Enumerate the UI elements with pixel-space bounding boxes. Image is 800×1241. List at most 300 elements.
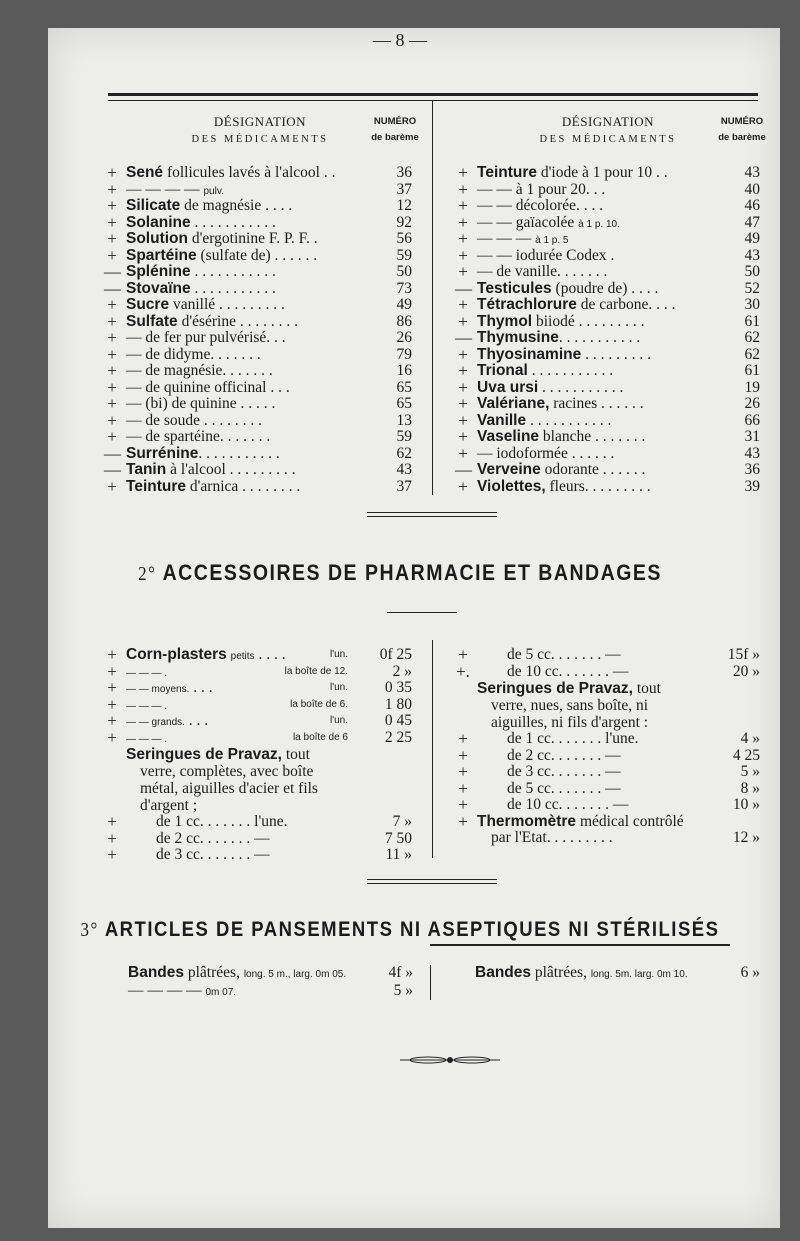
item-detail: odorante . . . . . . <box>540 461 646 478</box>
item-detail: tout <box>281 746 310 763</box>
item-detail: — — décolorée. . . . <box>477 197 604 214</box>
bareme-number: 16 <box>396 362 412 379</box>
list-item <box>104 165 412 182</box>
item-designation <box>477 264 607 281</box>
sign-marker: + <box>458 745 468 765</box>
item-detail: — de fer pur pulvérisé. . . <box>126 329 286 346</box>
sign-marker: + <box>107 394 117 413</box>
left-header <box>180 112 340 147</box>
list-item <box>104 245 412 265</box>
bareme-number: 66 <box>744 411 760 429</box>
item-detail: de magnésie . . . . <box>180 197 293 214</box>
item-designation <box>126 396 275 413</box>
accessory-row <box>455 647 760 664</box>
bareme-number: 19 <box>744 378 760 396</box>
price: 12 » <box>732 829 760 846</box>
item-name: Thyosinamine <box>477 345 582 363</box>
sign-marker: + <box>458 311 468 331</box>
item-designation <box>126 347 261 364</box>
paragraph-line <box>477 680 760 697</box>
item-designation <box>477 165 668 182</box>
sign-marker: + <box>458 163 468 182</box>
item-name: Silicate <box>126 197 181 214</box>
bareme-number: 49 <box>396 296 412 313</box>
right-header <box>528 112 688 147</box>
item-detail: (sulfate de) . . . . . . <box>196 246 318 264</box>
accessory-row <box>455 745 760 765</box>
list-item <box>455 410 760 430</box>
list-item <box>455 198 760 215</box>
item-detail: — — gaïacolée <box>477 213 575 231</box>
sign-marker: + <box>107 196 117 215</box>
item-name: Thymol <box>477 312 533 330</box>
item-detail: — de magnésie. . . . . . . <box>126 362 273 379</box>
bareme-number: 26 <box>396 329 412 346</box>
item-unit: l'un. <box>329 649 348 660</box>
item-detail: — — iodurée Codex . <box>477 246 615 264</box>
item-designation <box>126 281 276 298</box>
item-detail: . . . . . . . . . <box>581 345 651 363</box>
item-designation <box>477 462 645 479</box>
sign-marker: + <box>458 344 468 364</box>
list-item <box>455 245 760 265</box>
bareme-number: 50 <box>396 263 412 280</box>
accessory-designation: de 10 cc. . . . . . . — <box>507 796 629 813</box>
accessory-row <box>104 727 412 747</box>
accessory-row <box>104 661 412 681</box>
item-unit: l'un. <box>329 715 348 726</box>
list-item <box>104 476 412 496</box>
item-note: à 1 p. 10. <box>578 218 620 230</box>
accessory-row <box>104 694 412 714</box>
sign-marker: + <box>458 212 468 232</box>
bandes-designation <box>128 983 236 1002</box>
item-designation <box>126 248 317 265</box>
list-item <box>104 179 412 199</box>
accessory-designation: de 5 cc. . . . . . . — <box>507 646 621 663</box>
accessory-designation: de 3 cc. . . . . . . — <box>507 763 621 780</box>
item-detail: — iodoformée . . . . . . <box>477 444 615 462</box>
paragraph-line: verre, nues, sans boîte, ni <box>491 697 649 714</box>
bareme-number: 50 <box>744 263 760 280</box>
item-name: Surrénine <box>126 444 199 462</box>
accessory-designation: de 2 cc. . . . . . . — <box>156 829 270 847</box>
item-detail: biiodé . . . . . . . . . <box>532 312 645 330</box>
list-item <box>104 377 412 397</box>
sign-marker: + <box>458 394 468 413</box>
sign-marker: + <box>458 262 468 281</box>
accessory-row <box>104 814 412 831</box>
sign-marker: + <box>107 711 117 730</box>
accessory-designation: de 5 cc. . . . . . . — <box>507 779 621 797</box>
item-designation <box>126 264 276 281</box>
bareme-number: 31 <box>744 428 760 445</box>
list-item <box>104 462 412 479</box>
bareme-number: 37 <box>396 477 412 495</box>
bareme-number: 49 <box>744 230 760 247</box>
section-2-title <box>0 560 800 586</box>
list-item <box>455 396 760 413</box>
price: 4 25 <box>732 746 760 764</box>
paragraph-line <box>126 746 412 763</box>
item-designation <box>477 314 645 331</box>
section-2-prefix: 2° <box>138 562 157 585</box>
accessory-designation: de 1 cc. . . . . . . l'une. <box>156 813 288 830</box>
list-item <box>455 311 760 331</box>
section-2-heading: ACCESSOIRES DE PHARMACIE ET BANDAGES <box>162 560 662 586</box>
top-rule <box>108 93 758 101</box>
sign-marker: + <box>107 812 117 831</box>
item-detail: . . . . . . . . . . . <box>190 279 276 297</box>
sign-marker: + <box>458 427 468 446</box>
accessory-row <box>104 680 412 697</box>
sign-marker: + <box>458 762 468 781</box>
sign-marker: + <box>458 476 468 496</box>
accessory-row <box>455 811 760 831</box>
item-designation <box>477 347 651 364</box>
item-detail: — — — — <box>128 982 202 999</box>
item-detail: plâtrées, <box>531 964 587 981</box>
item-name: Sené <box>126 164 164 181</box>
bareme-number: 43 <box>396 461 412 478</box>
accessory-row <box>104 713 412 730</box>
sign-marker: + <box>458 361 468 380</box>
list-item <box>104 198 412 215</box>
item-name: Seringues de Pravaz, <box>477 680 633 697</box>
item-detail: — — — <box>477 230 532 247</box>
accessory-designation: de 1 cc. . . . . . . l'une. <box>507 730 639 747</box>
item-designation <box>477 396 644 413</box>
dot-leader: . . . . <box>254 646 286 663</box>
list-item <box>104 363 412 380</box>
item-designation <box>126 363 273 380</box>
item-name: Sucre <box>126 296 170 313</box>
item-detail: d'ésérine . . . . . . . . <box>177 312 298 330</box>
bareme-number: 62 <box>744 345 760 363</box>
list-item <box>455 179 760 199</box>
item-detail: tout <box>632 680 661 697</box>
bareme-number: 12 <box>396 197 412 214</box>
item-name: Spartéine <box>126 246 197 264</box>
bareme-number: 52 <box>744 279 760 297</box>
sign-marker: + <box>107 645 117 664</box>
list-item <box>455 330 760 347</box>
item-unit: l'un. <box>329 682 348 693</box>
column-divider <box>432 100 433 495</box>
sign-marker: + <box>458 295 468 314</box>
paragraph-line: d'argent ; <box>140 797 198 814</box>
item-designation <box>126 380 290 397</box>
sign-marker: + <box>107 295 117 314</box>
item-name: Testicules <box>477 279 552 297</box>
list-item <box>455 278 760 298</box>
bareme-number: 79 <box>396 345 412 363</box>
price: 5 » <box>393 982 413 999</box>
item-designation <box>477 413 611 430</box>
list-item <box>104 443 412 463</box>
bandes-designation <box>475 965 688 984</box>
list-item <box>104 410 412 430</box>
list-item <box>455 377 760 397</box>
item-detail: (poudre de) . . . . <box>551 279 659 297</box>
list-item <box>104 212 412 232</box>
section-3-prefix: 3° <box>80 918 99 941</box>
bareme-number: 92 <box>396 213 412 231</box>
left-numero-header <box>368 114 422 146</box>
item-dimensions: 0m 07. <box>205 987 237 998</box>
right-numero-header <box>718 114 766 146</box>
bareme-number: 56 <box>396 230 412 247</box>
price: 7 50 <box>384 829 412 847</box>
accessory-row <box>104 828 412 848</box>
sign-marker: — <box>455 460 472 479</box>
item-designation <box>477 380 623 397</box>
price: 2 25 <box>384 728 412 746</box>
item-name: Uva ursi <box>477 378 539 396</box>
item-designation <box>477 330 640 347</box>
item-detail: racines . . . . . . <box>549 395 644 412</box>
item-name: Vanille <box>477 411 527 429</box>
section-3-underline <box>430 944 730 946</box>
sign-marker: + <box>107 328 117 347</box>
sign-marker: + <box>458 795 468 814</box>
dot-leader: . . . <box>184 712 209 729</box>
bareme-number: 36 <box>396 164 412 181</box>
medicaments-header: DES MÉDICAMENTS <box>539 133 677 145</box>
item-name: Trional <box>477 362 528 379</box>
bareme-number: 73 <box>396 279 412 297</box>
sign-marker: — <box>104 443 121 463</box>
bareme-number: 62 <box>396 444 412 462</box>
item-detail: . . . . . . . . . . . <box>527 362 614 379</box>
item-detail: de carbone. . . . <box>576 296 676 313</box>
list-item <box>455 212 760 232</box>
sign-marker: + <box>107 229 117 248</box>
list-item <box>104 311 412 331</box>
section-3-title <box>0 916 800 941</box>
accessory-designation <box>477 814 684 831</box>
accessory-row <box>104 847 412 864</box>
sign-marker: + <box>107 179 117 199</box>
bareme-number: 62 <box>744 329 760 346</box>
sign-marker: + <box>458 196 468 215</box>
bareme-number: 40 <box>744 180 760 198</box>
sign-marker: + <box>458 729 468 748</box>
item-name: Teinture <box>126 477 186 495</box>
sign-marker: + <box>107 828 117 848</box>
sign-marker: + <box>107 212 117 232</box>
sign-marker: + <box>107 410 117 430</box>
list-item <box>455 429 760 446</box>
designation-header: DÉSIGNATION <box>213 114 307 129</box>
item-size: — — moyens. <box>126 684 190 695</box>
list-item <box>455 363 760 380</box>
price: 0 45 <box>384 712 412 729</box>
price: 2 » <box>392 662 412 680</box>
bareme-number: 59 <box>396 428 412 445</box>
item-name: Bandes <box>128 964 184 981</box>
item-detail: — de vanille. . . . . . . <box>477 263 608 280</box>
separator-rule <box>367 512 497 513</box>
accessory-row <box>455 797 760 814</box>
accessories-left-column <box>104 647 412 864</box>
accessory-row <box>455 764 760 781</box>
bandes-row <box>128 983 413 1001</box>
bareme-number: 36 <box>744 461 760 478</box>
sign-marker: + <box>458 410 468 430</box>
item-name: Seringues de Pravaz, <box>126 746 282 763</box>
price: 11 » <box>385 846 412 863</box>
list-item <box>455 443 760 463</box>
sign-marker: — <box>455 278 472 298</box>
item-designation <box>477 297 675 314</box>
item-size: — — — . <box>126 733 168 745</box>
item-note: pulv. <box>203 185 224 197</box>
accessory-row <box>455 661 760 681</box>
bandes-right-list <box>475 965 760 982</box>
price: 5 » <box>740 763 760 780</box>
accessory-row <box>455 731 760 748</box>
sign-marker: + <box>107 344 117 364</box>
list-item <box>104 231 412 248</box>
price: 8 » <box>740 779 760 797</box>
item-designation <box>477 248 614 265</box>
item-size: — — — . <box>126 700 168 712</box>
section-2-underline <box>387 612 457 613</box>
price: 7 » <box>392 813 412 830</box>
medicaments-header: DES MÉDICAMENTS <box>191 133 329 145</box>
item-detail: plâtrées, <box>184 964 240 981</box>
list-item <box>455 344 760 364</box>
bareme-number: 30 <box>744 296 760 313</box>
sign-marker: + <box>458 229 468 248</box>
item-designation <box>126 446 280 463</box>
price: 4f » <box>388 964 413 981</box>
item-detail: par l'Etat. . . . . . . . . <box>491 829 613 846</box>
accessory-designation <box>126 730 167 749</box>
item-designation <box>126 198 292 215</box>
item-detail: — de soude . . . . . . . . <box>126 411 263 429</box>
sign-marker: — <box>104 460 121 479</box>
item-detail: d'ergotinine F. P. F. . <box>188 230 318 247</box>
separator-rule <box>367 516 497 517</box>
bareme-number: 65 <box>396 378 412 396</box>
bareme-number: 46 <box>744 197 760 214</box>
accessory-row <box>104 647 412 664</box>
designation-header: DÉSIGNATION <box>561 114 655 129</box>
sign-marker: + <box>458 245 468 265</box>
price: 1 80 <box>384 695 412 713</box>
sign-marker: + <box>458 377 468 397</box>
item-name: Violettes, <box>477 477 546 495</box>
item-designation <box>477 363 613 380</box>
item-name: Valériane, <box>477 395 550 412</box>
price: 4 » <box>740 730 760 747</box>
bandes-row <box>475 965 760 982</box>
list-item <box>104 429 412 446</box>
sign-marker: — <box>455 328 472 347</box>
item-dimensions: long. 5m. larg. 0m 10. <box>590 969 688 980</box>
item-name: Bandes <box>475 964 531 981</box>
sign-marker: + <box>107 694 117 714</box>
item-designation <box>126 215 276 232</box>
sign-marker: + <box>107 476 117 496</box>
item-designation <box>477 198 603 215</box>
item-detail: — de didyme. . . . . . . <box>126 345 261 363</box>
bareme-number: 86 <box>396 312 412 330</box>
item-designation <box>477 182 605 199</box>
item-designation <box>126 165 335 182</box>
item-name: Corn-plasters <box>126 646 227 663</box>
accessory-designation: de 10 cc. . . . . . . — <box>507 662 629 680</box>
item-designation <box>477 281 658 298</box>
bareme-number: 13 <box>396 411 412 429</box>
price: 0 35 <box>384 679 412 696</box>
list-item <box>104 264 412 281</box>
sign-marker: + <box>458 179 468 199</box>
item-detail: — de quinine officinal . . . <box>126 378 290 396</box>
sign-marker: + <box>458 811 468 831</box>
accessory-designation: de 2 cc. . . . . . . — <box>507 746 621 764</box>
list-item <box>455 476 760 496</box>
item-designation <box>477 429 645 446</box>
item-detail: . . . . . . . . . . . <box>198 444 280 462</box>
accessories-right-column <box>455 647 760 847</box>
bareme-number: 39 <box>744 477 760 495</box>
sign-marker: + <box>107 245 117 265</box>
item-detail: . . . . . . . . . . . <box>538 378 624 396</box>
item-detail: — — à 1 pour 20. . . <box>477 180 606 198</box>
item-designation <box>126 314 298 331</box>
item-designation <box>126 231 318 248</box>
sign-marker: + <box>458 443 468 463</box>
paragraph-line: métal, aiguilles d'acier et fils <box>140 780 318 797</box>
item-designation <box>126 479 300 496</box>
bandes-divider <box>430 965 431 1000</box>
sign-marker: + <box>107 678 117 697</box>
item-name: Tanin <box>126 461 167 478</box>
bareme-number: 43 <box>744 164 760 181</box>
item-detail: — de spartéine. . . . . . . <box>126 428 271 445</box>
item-name: Thermomètre <box>477 812 577 830</box>
bareme-number: 65 <box>396 395 412 412</box>
numero-label: NUMÉRO <box>720 116 764 127</box>
bareme-number: 37 <box>396 180 412 198</box>
bandes-left-list <box>128 965 413 1001</box>
item-unit: la boîte de 12. <box>284 665 348 677</box>
sign-marker: + <box>107 377 117 397</box>
item-designation <box>126 462 296 479</box>
separator-rule <box>367 883 497 884</box>
bareme-number: 43 <box>744 444 760 462</box>
list-item <box>455 165 760 182</box>
item-designation <box>477 446 614 463</box>
sign-marker: + <box>107 361 117 380</box>
bareme-number: 61 <box>744 362 760 379</box>
sign-marker: + <box>107 311 117 331</box>
list-item <box>455 264 760 281</box>
item-designation <box>126 330 286 347</box>
item-name: Tétrachlorure <box>477 296 577 313</box>
list-item <box>455 297 760 314</box>
sign-marker: + <box>107 727 117 747</box>
paragraph-line: aiguilles, ni fils d'argent : <box>491 714 649 731</box>
item-detail: . . . . . . . . . . . <box>190 263 276 280</box>
item-size: — — grands. <box>126 717 185 728</box>
right-medicament-list <box>455 165 760 495</box>
page-number: — 8 — <box>373 30 427 50</box>
item-name: Vaseline <box>477 428 540 445</box>
